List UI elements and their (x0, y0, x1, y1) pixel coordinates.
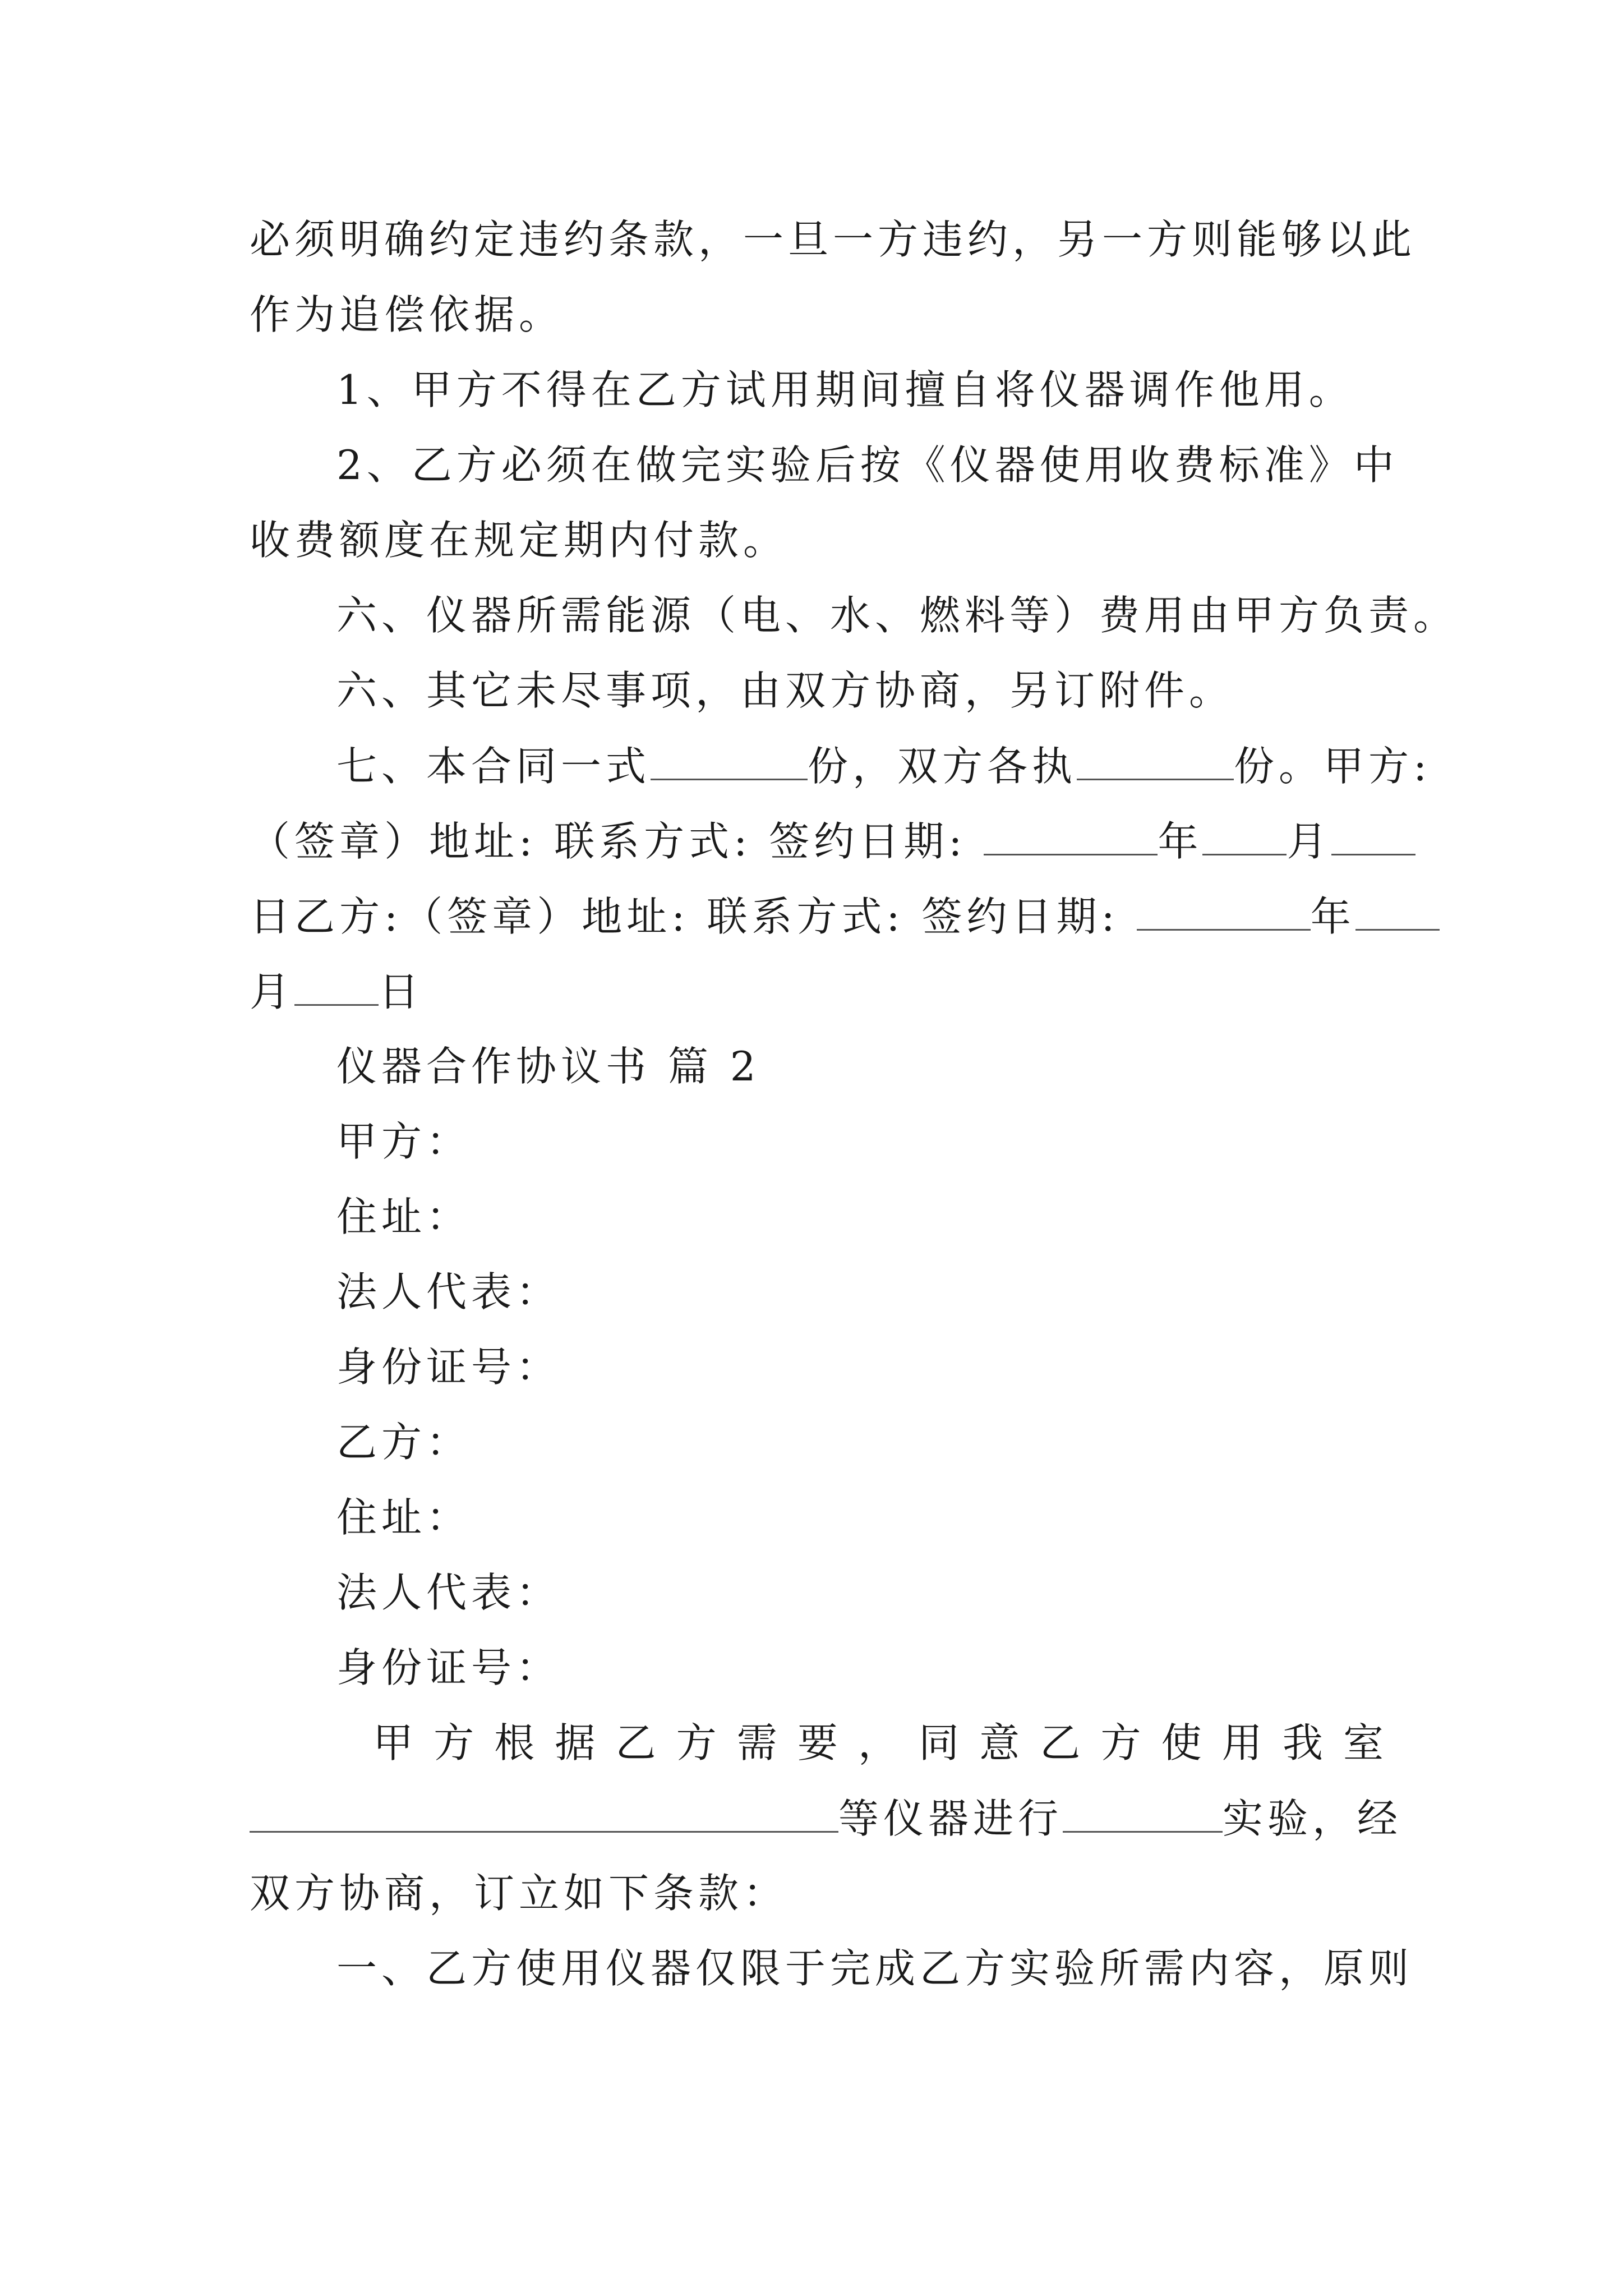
section-title-2: 仪器合作协议书 篇 2 (336, 1043, 760, 1090)
clause-7-line-1 (336, 740, 1432, 791)
party-a-id-field: 身份证号： (336, 1343, 561, 1391)
experiment-text: 实验，经 (1223, 1795, 1403, 1842)
party-a-sign-text: （签章）地址: 联系方式: 签约日期: (250, 818, 984, 865)
year-label: 年 (1158, 818, 1203, 865)
breach-clause-line-1: 必须明确约定违约条款，一旦一方违约，另一方则能够以此 (250, 216, 1417, 263)
party-a-field: 甲方： (336, 1118, 472, 1165)
year-label-b: 年 (1310, 893, 1355, 940)
agreement-body-line-1: 甲方根据乙方需要，同意乙方使用我室 (373, 1719, 1388, 1766)
item-2-line-1: 2、乙方必须在做完实验后按《仪器使用收费标准》中 (336, 441, 1399, 489)
clause-7-line-3 (250, 891, 1388, 941)
clause-7-text-1: 七、本合同一式 (336, 743, 651, 790)
month-label: 月 (1287, 818, 1332, 865)
party-b-legal-rep-field: 法人代表： (336, 1569, 561, 1616)
agreement-body-line-2 (250, 1793, 1403, 1843)
month-label-b: 月 (250, 968, 295, 1015)
party-a-address-field: 住址： (336, 1193, 472, 1240)
party-a-month-blank (1202, 816, 1287, 855)
party-b-id-field: 身份证号： (336, 1644, 561, 1691)
day-label-b: 日 (379, 968, 424, 1015)
clause-6-other: 六、其它未尽事项，由双方协商，另订附件。 (336, 667, 1234, 714)
item-1: 1、甲方不得在乙方试用期间擅自将仪器调作他用。 (336, 366, 1354, 413)
clause-1: 一、乙方使用仪器仅限于完成乙方实验所需内容，原则 (336, 1945, 1414, 1992)
clause-6-energy: 六、仪器所需能源（电、水、燃料等）费用由甲方负责。 (336, 592, 1459, 639)
breach-clause-line-2: 作为追偿依据。 (250, 291, 564, 338)
agreement-body-line-3: 双方协商，订立如下条款： (250, 1870, 789, 1917)
clause-7-line-2 (250, 816, 1388, 866)
copies-total-blank (651, 740, 808, 780)
copies-each-blank (1077, 740, 1234, 780)
party-b-field: 乙方： (336, 1419, 472, 1466)
party-a-day-blank (1331, 816, 1415, 855)
clause-7-text-3: 份。甲方: (1234, 743, 1432, 790)
party-b-address-field: 住址： (336, 1494, 472, 1541)
party-b-sign-text: 日乙方:（签章）地址: 联系方式: 签约日期: (250, 893, 1137, 940)
instrument-text: 等仪器进行 (838, 1795, 1063, 1842)
party-b-day-blank (294, 966, 379, 1006)
party-b-year-blank (1137, 891, 1311, 931)
party-b-month-blank (1355, 891, 1440, 931)
party-a-year-blank (984, 816, 1158, 855)
experiment-blank (1063, 1793, 1223, 1833)
clause-7-text-2: 份，双方各执 (808, 743, 1077, 790)
instrument-list-blank (250, 1793, 838, 1833)
item-2-line-2: 收费额度在规定期内付款。 (250, 517, 789, 564)
clause-7-line-4 (250, 966, 1388, 1016)
party-a-legal-rep-field: 法人代表： (336, 1268, 561, 1315)
